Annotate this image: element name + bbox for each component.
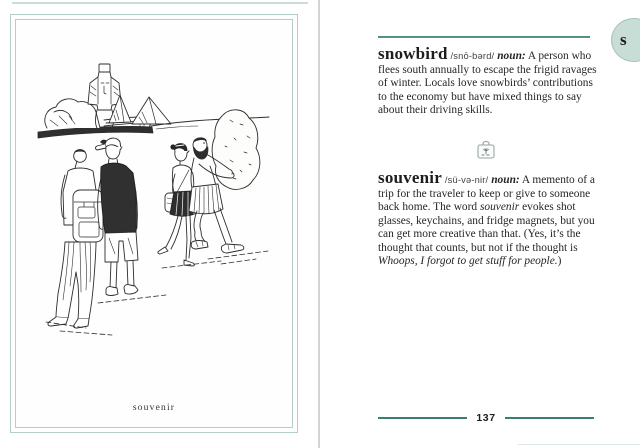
entry-snowbird xyxy=(378,44,599,118)
tourist-cap-man xyxy=(96,138,167,303)
entry-top-rule xyxy=(378,36,590,38)
footer-rule-left xyxy=(378,417,467,419)
definition-text: evokes shot glasses, keychains, and fridge magnets, but you can get more creative than that. (Yes, it’s the thought that counts, but not if the thought is xyxy=(378,201,595,254)
definition-text: ) xyxy=(557,255,562,267)
pronunciation: /snō-bərd/ xyxy=(450,51,495,61)
headword-souvenir: souvenir xyxy=(378,168,442,187)
definition-text: A person who flees south annually to escape the frigid ravages of winter. Locals love snowbirds’ contributions to the economy but have mixed things to say about their driving skills. xyxy=(378,50,597,116)
illustration-caption: souvenir xyxy=(132,403,176,413)
part-of-speech: noun: xyxy=(497,50,526,62)
suitcase-icon xyxy=(474,139,498,163)
sphinx-drawing xyxy=(38,64,153,138)
page-footer xyxy=(378,412,594,424)
definition-italic: Whoops, I forgot to get stuff for people. xyxy=(378,255,558,267)
pronunciation: /sü-və-nir/ xyxy=(444,175,489,185)
page-top-edge-line xyxy=(12,2,308,4)
page-number: 137 xyxy=(476,412,496,424)
section-letter-tab xyxy=(611,18,640,62)
section-letter: s xyxy=(620,30,627,49)
right-page xyxy=(378,0,597,448)
page-gutter xyxy=(318,0,320,448)
illustration-tourists-sphinx-pyramids xyxy=(16,20,294,429)
headword-snowbird: snowbird xyxy=(378,44,448,63)
left-page-frame-inner xyxy=(15,19,293,428)
definition-text: A memento of a trip for the traveler to keep or give to someone back home. The word xyxy=(378,174,595,213)
footer-rule-right xyxy=(505,417,594,419)
entry-souvenir xyxy=(378,168,599,269)
part-of-speech: noun: xyxy=(491,174,520,186)
tourist-rock-carrier xyxy=(189,110,268,264)
definition-italic: souvenir xyxy=(479,201,520,213)
